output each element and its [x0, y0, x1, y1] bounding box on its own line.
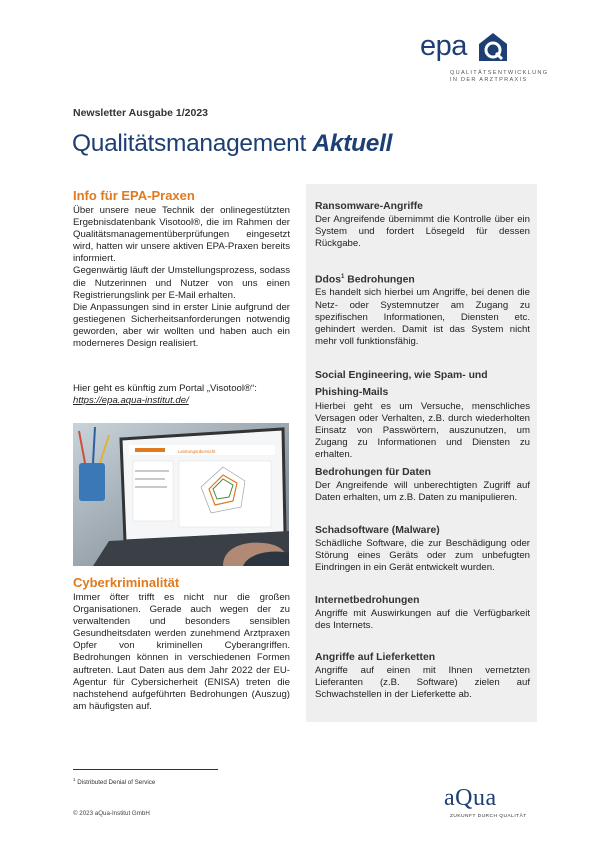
info-body: [73, 205, 290, 350]
laptop-photo: [73, 423, 289, 566]
footnote: [73, 777, 155, 786]
portal-text: Hier geht es künftig zum Portal „Visotool®“:: [73, 383, 257, 394]
portal-link[interactable]: https://epa.aqua-institut.de/: [73, 395, 189, 407]
portal-block: [73, 383, 290, 407]
issue-label: Newsletter Ausgabe 1/2023: [73, 107, 209, 119]
threat-heading: Ransomware-Angriffe: [315, 201, 423, 212]
logo-subline: [450, 70, 549, 84]
logo-subline-2: IN DER ARZTPRAXIS: [450, 77, 528, 83]
cyber-body: [73, 592, 290, 713]
info-heading: Info für EPA-Praxen: [73, 188, 195, 203]
info-paragraph-1: Über unsere neue Technik der onlinegestützten Ergebnisdatenbank Visotool®, die im Rahmen der Qualitätsmanagementüberprüfungen eingesetzt wird, hatten wir unsere aktiven EPA-Praxen bereits informiert.: [73, 205, 290, 265]
info-paragraph-2: Gegenwärtig läuft der Umstellungsprozess, sodass die Nutzerinnen und Nutzer von uns einen Registrierungslink per E-Mail erhalten.: [73, 265, 290, 301]
logo-word: epa: [420, 30, 467, 62]
threat-text: Hierbei geht es um Versuche, menschliches Versagen oder Verhalten, z.B. durch wiederholten Einsatz von Passwörtern, auszunutzen, um Zugang zu Informationen und Diensten zu erhalten.: [315, 401, 530, 461]
threat-heading: [315, 270, 530, 287]
aqua-logo-word: aQua: [444, 785, 497, 811]
footnote-marker: 1: [340, 274, 345, 280]
cyber-paragraph: Immer öfter trifft es nicht nur die großen Organisationen. Gerade auch wegen der zu verwaltenden und besonders sensiblen Gesundheitsdaten werden zunehmend Arztpraxen Opfer von kriminellen Cyberangriffen. Bedrohungen können in verschiedenen Formen auftreten. Laut Daten aus dem Jahr 2022 der EU-Agentur für Cybersicherheit (ENISA) treten die nachstehend aufgeführten Bedrohungen (Auszug) am häufigsten auf.: [73, 592, 290, 712]
epa-logo: [420, 30, 549, 88]
threat-data: [315, 465, 530, 504]
photo-screen-title: Leistungsübersicht: [178, 449, 216, 454]
house-q-icon: [478, 32, 508, 62]
threat-heading: Social Engineering, wie Spam- und Phishing-Mails: [315, 370, 488, 398]
title-main: Qualitätsmanagement: [72, 130, 313, 157]
threat-heading: Angriffe auf Lieferketten: [315, 652, 436, 663]
threat-text: Angriffe mit Auswirkungen auf die Verfügbarkeit des Internets.: [315, 608, 530, 632]
laptop-illustration: [73, 423, 289, 566]
info-paragraph-3: Die Anpassungen sind in erster Linie aufgrund der gestiegenen Sicherheitsanforderungen notwendig geworden, aber wir wollten und haben auch ein moderneres Design realisiert.: [73, 301, 290, 350]
threat-malware: [315, 523, 530, 574]
threat-text: Angriffe auf einen mit Ihnen vernetzten Lieferanten (z.B. Software) zielen auf Schwachstellen in der Lieferkette ab.: [315, 665, 530, 701]
threat-text: Schädliche Software, die zur Beschädigung oder Störung eines Geräts oder zum unbefugten Eindringen in ein Gerät entwickelt wurden.: [315, 538, 530, 574]
threat-text: Der Angreifende übernimmt die Kontrolle über ein System und fordert Lösegeld für dessen Rückgabe.: [315, 214, 530, 250]
page-title: [72, 130, 392, 158]
threat-heading: Bedrohungen für Daten: [315, 467, 432, 478]
threat-heading-rest: Bedrohungen: [344, 274, 415, 286]
threat-heading-main: Ddos: [315, 274, 341, 286]
threat-internet: [315, 593, 530, 632]
threat-ddos: [315, 270, 530, 348]
threat-supply-chain: [315, 650, 530, 701]
logo-subline-1: QUALITÄTSENTWICKLUNG: [450, 70, 549, 76]
aqua-logo-tagline: ZUKUNFT DURCH QUALITÄT: [450, 814, 527, 819]
threat-ransomware: [315, 199, 530, 250]
footnote-number: 1: [73, 777, 76, 782]
title-emphasis: Aktuell: [312, 130, 393, 157]
threat-heading: Schadsoftware (Malware): [315, 525, 440, 536]
footnote-text: Distributed Denial of Service: [75, 779, 156, 787]
cyber-heading: Cyberkriminalität: [73, 575, 180, 590]
threat-heading: Internetbedrohungen: [315, 595, 420, 606]
aqua-logo: [432, 785, 532, 821]
threat-text: Es handelt sich hierbei um Angriffe, bei denen die Netz- oder Systemnutzer am Zugang zu spezifischen Informationen, Diensten etc. gehindert werden. Damit ist das System nicht mehr voll funktionsfähig.: [315, 287, 530, 347]
threats-sidebox: [306, 184, 537, 722]
threat-social-engineering: [315, 367, 530, 461]
copyright: © 2023 aQua-Institut GmbH: [73, 810, 150, 817]
threat-text: Der Angreifende will unberechtigten Zugriff auf Daten erhalten, um z.B. Daten zu manipulieren.: [315, 480, 530, 504]
footnote-divider: [73, 769, 218, 770]
